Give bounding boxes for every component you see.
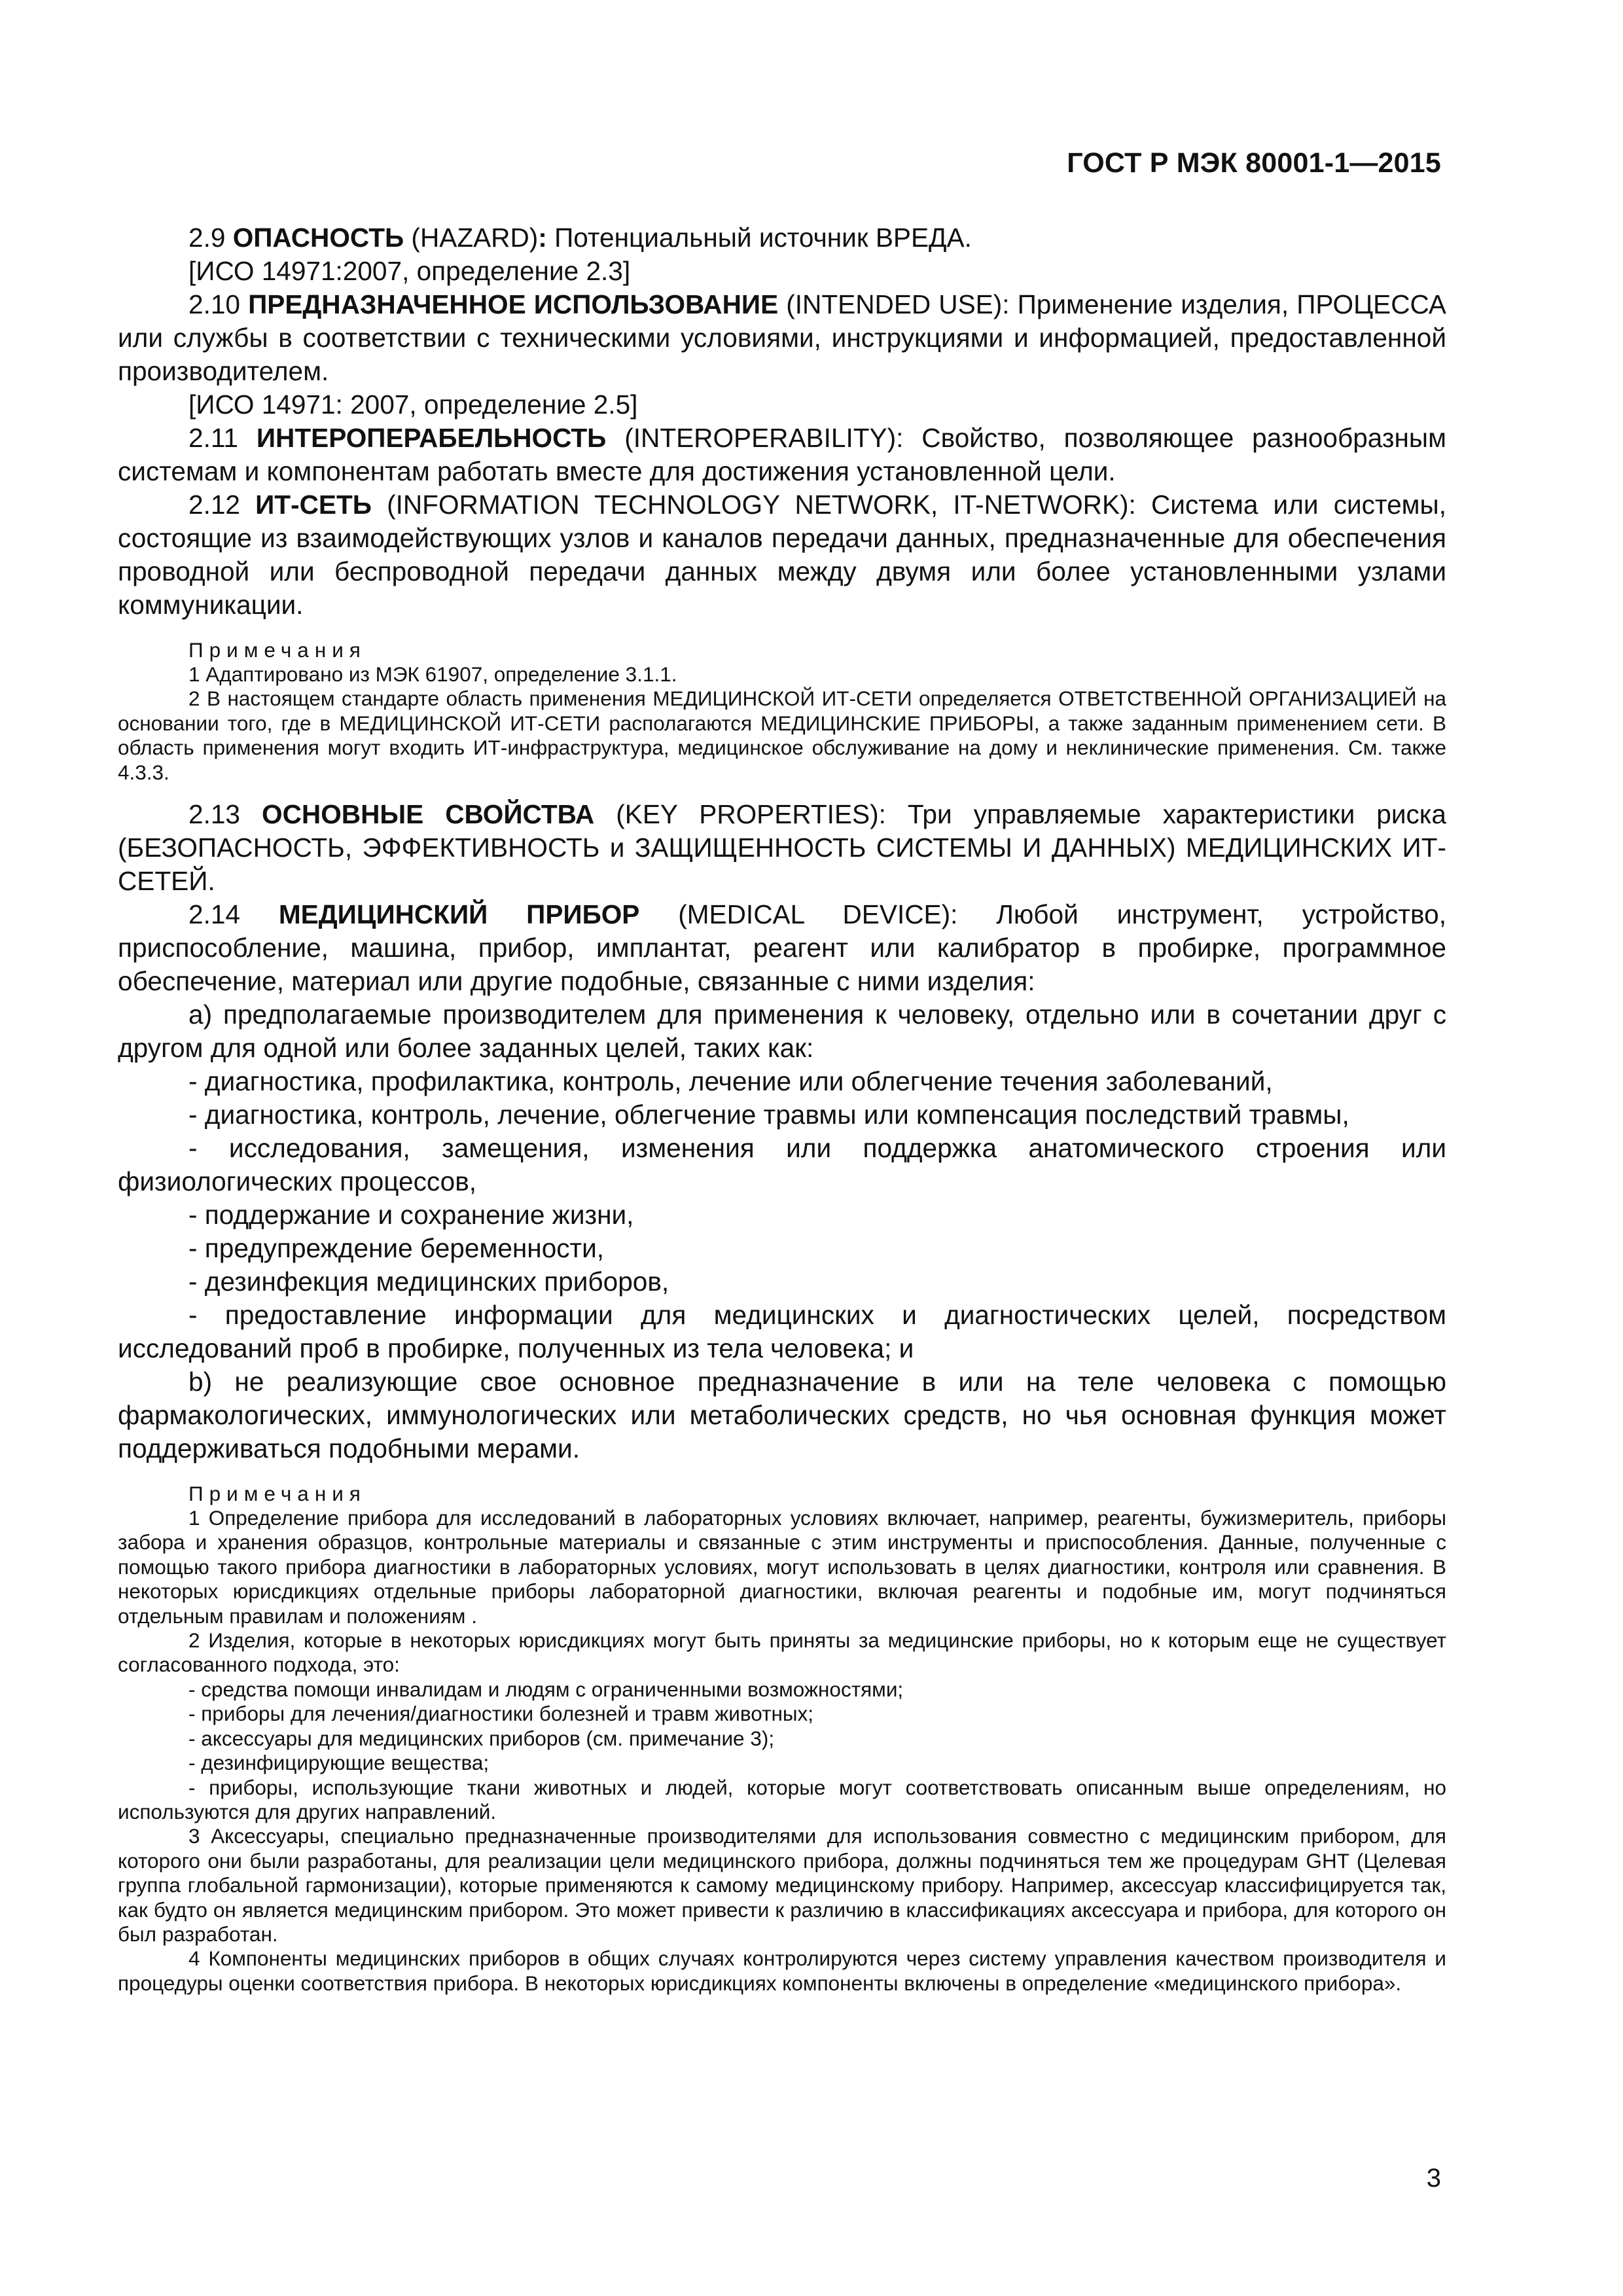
reference-2-10: [ИСО 14971: 2007, определение 2.5] bbox=[188, 389, 638, 420]
note-item: - средства помощи инвалидам и людям с ограниченными возможностями; bbox=[188, 1677, 904, 1701]
def-english: (HAZARD) bbox=[404, 223, 539, 253]
def-text: Система или системы, состоящие из взаимодействующих узлов и каналов передачи данных, предназначенные для обеспечения проводной или беспроводной передачи данных между двумя или более установленными узлами коммуникации. bbox=[118, 490, 1446, 620]
definition-2-13 bbox=[118, 798, 1446, 898]
note-item: 3 Аксессуары, специально предназначенные производителями для использования совместно с медицинским прибором, для которого они были разработаны, для реализации цели медицинского прибора, должны подчиняться тем же процедурам GHT (Целевая группа глобальной гармонизации), которые применяются к самому медицинскому прибору. Например, аксессуар классифицируется так, как будто он является медицинским прибором. Это может привести к различию в классификациях аксессуара и прибора, для которого он был разработан. bbox=[118, 1824, 1446, 1946]
note-item: 4 Компоненты медицинских приборов в общих случаях контролируются через систему управления качеством производителя и процедуры оценки соответствия прибора. В некоторых юрисдикциях компоненты включены в определение «медицинского прибора». bbox=[118, 1946, 1446, 1995]
notes-heading: Примечания bbox=[188, 638, 366, 662]
def-number: 2.9 bbox=[188, 223, 226, 253]
note-item: 1 Адаптировано из МЭК 61907, определение 3.1.1. bbox=[188, 662, 677, 686]
def-term: ОПАСНОСТЬ bbox=[232, 223, 404, 253]
list-item: - исследования, замещения, изменения или поддержка анатомического строения или физиологических процессов, bbox=[118, 1133, 1446, 1197]
def-number: 2.13 bbox=[188, 799, 240, 830]
note-item: - аксессуары для медицинских приборов (см. примечание 3); bbox=[188, 1726, 775, 1750]
list-item: - предоставление информации для медицинских и диагностических целей, посредством исследований проб в пробирке, полученных из тела человека; и bbox=[118, 1300, 1446, 1364]
note-item: 1 Определение прибора для исследований в лабораторных условиях включает, например, реагенты, бужизмеритель, приборы забора и хранения образцов, контрольные материалы и связанные с этим инструменты и приспособления. Данные, полученные с помощью такого прибора диагностики в лабораторных условиях, могут использовать в целях диагностики, контроля или сравнения. В некоторых юрисдикциях отдельные приборы лабораторной диагностики, включая реагенты и подобные им, могут подчиняться отдельным правилам и положениям . bbox=[118, 1506, 1446, 1628]
def-term: МЕДИЦИНСКИЙ ПРИБОР bbox=[278, 899, 640, 930]
definition-2-11 bbox=[118, 422, 1446, 488]
definition-2-9 bbox=[118, 221, 1446, 255]
def-text: Три управляемые характеристики риска (БЕЗОПАСНОСТЬ, ЭФФЕКТИВНОСТЬ и ЗАЩИЩЕННОСТЬ СИСТЕМЫ И ДАННЫХ) МЕДИЦИНСКИХ ИТ-СЕТЕЙ. bbox=[118, 799, 1447, 897]
definition-2-14 bbox=[118, 898, 1446, 998]
def-term: ИТ-СЕТЬ bbox=[255, 490, 372, 520]
def-term: ИНТЕРОПЕРАБЕЛЬНОСТЬ bbox=[256, 423, 607, 453]
def-english: (MEDICAL DEVICE): bbox=[639, 899, 958, 930]
def-number: 2.12 bbox=[188, 490, 240, 520]
standard-header: ГОСТ Р МЭК 80001-1—2015 bbox=[1067, 147, 1441, 179]
def-text: Потенциальный источник ВРЕДА. bbox=[546, 223, 972, 253]
note-item: - приборы, использующие ткани животных и людей, которые могут соответствовать описанным выше определениям, но используются для других направлений. bbox=[118, 1775, 1446, 1823]
note-item: - дезинфицирующие вещества; bbox=[188, 1751, 490, 1775]
def-text: Свойство, позволяющее разнообразным системам и компонентам работать вместе для достижения установленной цели. bbox=[118, 423, 1446, 486]
def-term: ОСНОВНЫЕ СВОЙСТВА bbox=[262, 799, 595, 830]
def-number: 2.11 bbox=[188, 423, 238, 453]
def-english: (KEY PROPERTIES): bbox=[594, 799, 886, 830]
reference-2-9: [ИСО 14971:2007, определение 2.3] bbox=[188, 256, 631, 286]
list-item: - дезинфекция медицинских приборов, bbox=[188, 1266, 669, 1297]
list-item: - диагностика, профилактика, контроль, лечение или облегчение течения заболеваний, bbox=[188, 1066, 1273, 1097]
note-item: - приборы для лечения/диагностики болезней и травм животных; bbox=[188, 1702, 814, 1726]
list-item: - поддержание и сохранение жизни, bbox=[188, 1200, 634, 1230]
def-text: Любой инструмент, устройство, приспособление, машина, прибор, имплантат, реагент или калибратор в пробирке, программное обеспечение, материал или другие подобные, связанные с ними изделия: bbox=[118, 899, 1446, 997]
page-number: 3 bbox=[1426, 2164, 1441, 2193]
list-item: b) не реализующие свое основное предназначение в или на теле человека с помощью фармакологических, иммунологических или метаболических средств, но чья основная функция может поддерживаться подобными мерами. bbox=[118, 1367, 1446, 1464]
definition-2-12 bbox=[118, 488, 1446, 622]
note-item: 2 В настоящем стандарте область применения МЕДИЦИНСКОЙ ИТ-СЕТИ определяется ОТВЕТСТВЕННОЙ ОРГАНИЗАЦИЕЙ на основании того, где в МЕДИЦИНСКОЙ ИТ-СЕТИ располагаются МЕДИЦИНСКИЕ ПРИБОРЫ, а также заданным применением сети. В область применения могут входить ИТ-инфраструктура, медицинское обслуживание на дому и неклинические применения. См. также 4.3.3. bbox=[118, 687, 1446, 784]
spacer bbox=[118, 785, 1446, 798]
def-number: 2.14 bbox=[188, 899, 240, 930]
list-item: - предупреждение беременности, bbox=[188, 1233, 605, 1264]
def-text: Применение изделия, ПРОЦЕССА или службы в соответствии с техническими условиями, инструкциями и информацией, предоставленной производителем. bbox=[118, 289, 1446, 386]
def-english: (INFORMATION TECHNOLOGY NETWORK, IT-NETWORK): bbox=[371, 490, 1136, 520]
def-number: 2.10 bbox=[188, 289, 240, 319]
list-item: - диагностика, контроль, лечение, облегчение травмы или компенсация последствий травмы, bbox=[188, 1100, 1349, 1130]
def-english: (INTEROPERABILITY): bbox=[606, 423, 904, 453]
def-colon: : bbox=[538, 223, 547, 253]
document-body bbox=[118, 221, 1446, 1996]
list-item: а) предполагаемые производителем для применения к человеку, отдельно или в сочетании друг с другом для одной или более заданных целей, таких как: bbox=[118, 999, 1446, 1064]
notes-heading: Примечания bbox=[188, 1482, 366, 1506]
def-term: ПРЕДНАЗНАЧЕННОЕ ИСПОЛЬЗОВАНИЕ bbox=[248, 289, 779, 319]
definition-2-10 bbox=[118, 288, 1446, 388]
note-item: 2 Изделия, которые в некоторых юрисдикциях могут быть приняты за медицинские приборы, но к которым еще не существует согласованного подхода, это: bbox=[118, 1628, 1446, 1677]
def-english: (INTENDED USE): bbox=[778, 289, 1010, 319]
